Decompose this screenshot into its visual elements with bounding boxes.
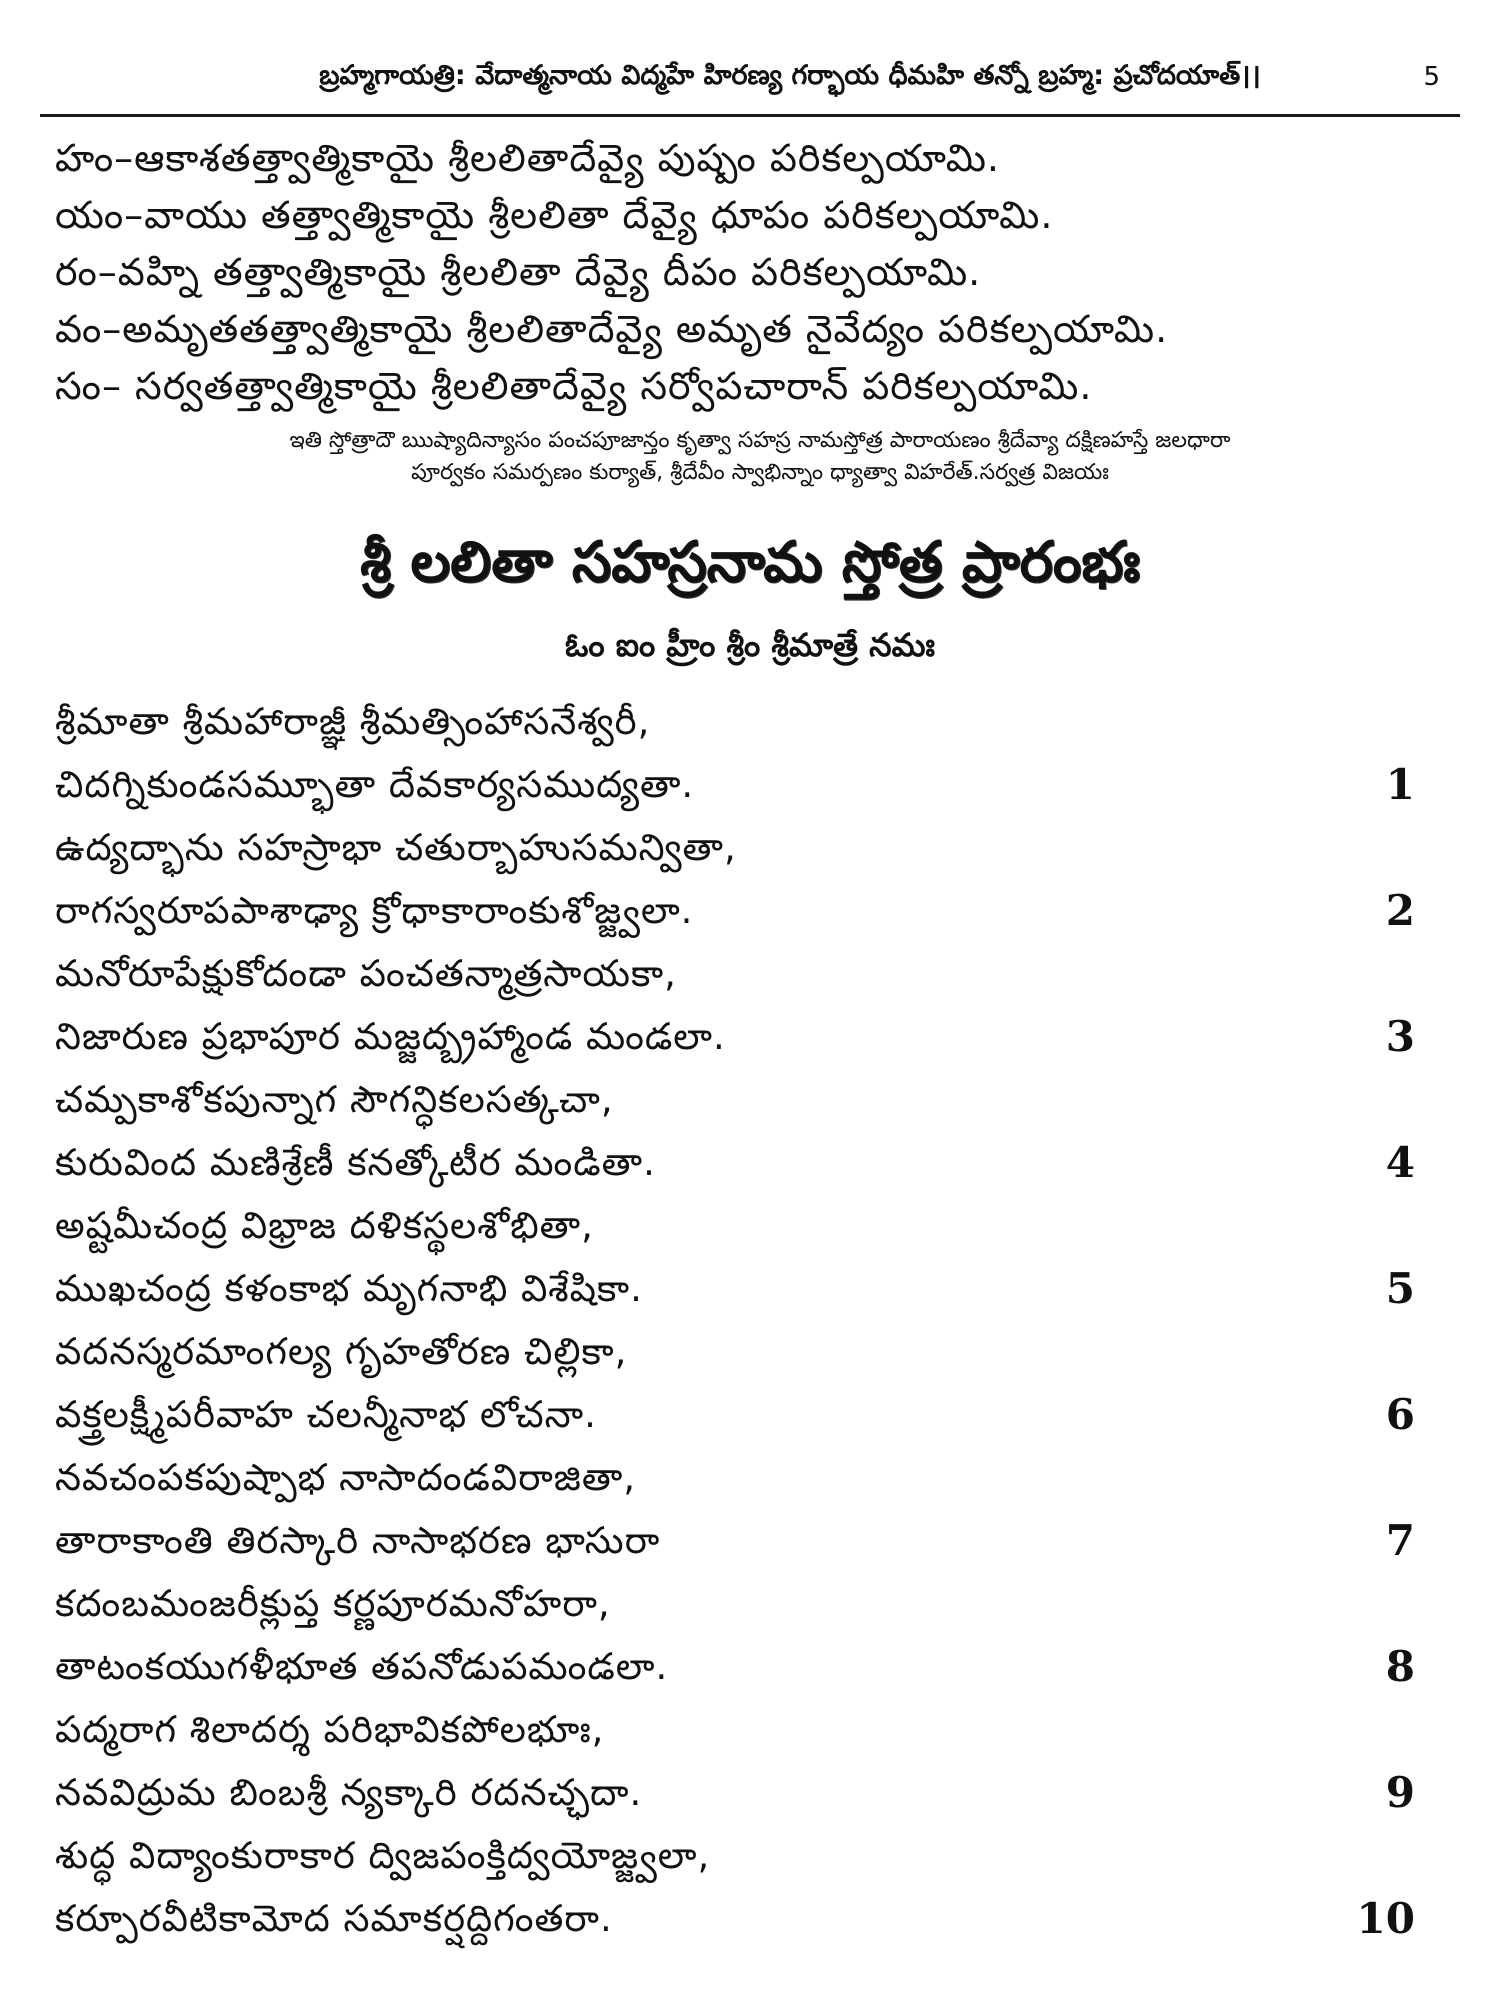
- verse-line-2: రాగస్వరూపపాశాఢ్యా క్రోధాకారాంకుశోజ్జ్వలా.: [55, 889, 694, 932]
- verse-line-1: శుద్ధ విద్యాంకురాకార ద్విజపంక్తిద్వయోజ్జ్వలా,: [55, 1834, 711, 1877]
- verse-line-2: కురువింద మణిశ్రేణీ కనత్కోటీర మండితా.: [55, 1141, 656, 1184]
- page-header: [40, 52, 1460, 117]
- note-line: ఇతి స్తోత్రాదౌ ఋష్యాదిన్యాసం పంచపూజాన్తం కృత్వా సహస్ర నామస్తోత్ర పారాయణం శ్రీదేవ్యా దక్షిణహస్తే జలధారా: [289, 428, 1231, 453]
- instruction-note: [70, 425, 1450, 489]
- verse-line-2: తారాకాంతి తిరస్కారి నాసాభరణ భాసురా: [55, 1519, 661, 1562]
- verse-line-1: మనోరూపేక్షుకోదండా పంచతన్మాత్రసాయకా,: [55, 952, 677, 995]
- verse-line-1: ఉద్యద్భాను సహస్రాభా చతుర్బాహుసమన్వితా,: [55, 826, 737, 869]
- verse-number: 8: [1385, 1642, 1415, 1691]
- section-title: శ్రీ లలితా సహస్రనామ స్తోత్ర ప్రారంభః: [360, 530, 1140, 595]
- nyasa-line: హం–ఆకాశతత్త్వాత్మికాయై శ్రీలలితాదేవ్యై పుష్పం పరికల్పయామి.: [55, 136, 1000, 180]
- verse-number: 2: [1385, 886, 1415, 935]
- verse-block: [55, 1194, 1415, 1320]
- verse-number: 9: [1385, 1768, 1415, 1817]
- verse-block: [55, 1824, 1415, 1950]
- verse-line-1: చమ్పకాశోకపున్నాగ సౌగన్ధికలసత్కచా,: [55, 1078, 614, 1121]
- verse-line-1: పద్మరాగ శిలాదర్శ పరిభావికపోలభూః,: [55, 1708, 605, 1751]
- verse-number: 1: [1385, 760, 1415, 809]
- note-line: పూర్వకం సమర్పణం కుర్యాత్, శ్రీదేవీం స్వాభిన్నాం ధ్యాత్వా విహరేత్.సర్వత్ర విజయః: [411, 460, 1109, 485]
- verse-block: [55, 1068, 1415, 1194]
- verse-line-2: తాటంకయుగళీభూత తపనోడుపమండలా.: [55, 1645, 669, 1688]
- verse-number: 5: [1385, 1264, 1415, 1313]
- verse-number: 3: [1385, 1012, 1415, 1061]
- verse-block: [55, 1698, 1415, 1824]
- nyasa-line: రం–వహ్ని తత్త్వాత్మికాయై శ్రీలలితా దేవ్యై దీపం పరికల్పయామి.: [55, 250, 982, 294]
- verse-block: [55, 942, 1415, 1068]
- verse-line-2: చిదగ్నికుండసమ్భూతా దేవకార్యసముద్యతా.: [55, 763, 695, 806]
- verse-line-2: వక్త్రలక్ష్మీపరీవాహ చలన్మీనాభ లోచనా.: [55, 1393, 597, 1436]
- nyasa-section: [55, 130, 1475, 415]
- verse-number: 10: [1356, 1894, 1415, 1943]
- page-number: 5: [1423, 62, 1440, 92]
- verse-line-1: శ్రీమాతా శ్రీమహారాజ్ఞీ శ్రీమత్సింహాసనేశ్వరీ,: [55, 700, 651, 743]
- invocation-line: ఓం ఐం హ్రీం శ్రీం శ్రీమాత్రే నమః: [565, 626, 935, 664]
- header-mantra: బ్రహ్మగాయత్రి: వేదాత్మనాయ విద్మహే హిరణ్య గర్భాయ ధీమహి తన్నో బ్రహ్మ: ప్రచోదయాత్।।: [319, 60, 1261, 91]
- verse-line-1: అష్టమీచంద్ర విభ్రాజ దళికస్థలశోభితా,: [55, 1204, 594, 1247]
- verse-line-2: కర్పూరవీటికామోద సమాకర్షద్దిగంతరా.: [55, 1897, 613, 1940]
- verse-number: 6: [1385, 1390, 1415, 1439]
- verse-line-2: నిజారుణ ప్రభాపూర మజ్జద్బ్రహ్మాండ మండలా.: [55, 1015, 726, 1058]
- nyasa-line: వం–అమృతతత్త్వాత్మికాయై శ్రీలలితాదేవ్యై అమృత నైవేద్యం పరికల్పయామి.: [55, 307, 1169, 351]
- nyasa-line: యం–వాయు తత్త్వాత్మికాయై శ్రీలలితా దేవ్యై ధూపం పరికల్పయామి.: [55, 193, 1054, 237]
- verse-block: [55, 690, 1415, 816]
- verse-block: [55, 816, 1415, 942]
- verse-number: 7: [1385, 1516, 1415, 1565]
- verse-number: 4: [1385, 1138, 1415, 1187]
- verse-list: [55, 690, 1415, 1950]
- nyasa-line: సం– సర్వతత్త్వాత్మికాయై శ్రీలలితాదేవ్యై సర్వోపచారాన్ పరికల్పయామి.: [55, 364, 1093, 408]
- verse-line-2: నవవిద్రుమ బింబశ్రీ న్యక్కారి రదనచ్ఛదా.: [55, 1771, 643, 1814]
- verse-block: [55, 1572, 1415, 1698]
- verse-line-1: నవచంపకపుష్పాభ నాసాదండవిరాజితా,: [55, 1456, 637, 1499]
- verse-line-1: వదనస్మరమాంగల్య గృహతోరణ చిల్లికా,: [55, 1330, 628, 1373]
- verse-line-1: కదంబమంజరీక్లుప్త కర్ణపూరమనోహరా,: [55, 1582, 611, 1625]
- verse-line-2: ముఖచంద్ర కళంకాభ మృగనాభి విశేషికా.: [55, 1267, 643, 1310]
- verse-block: [55, 1320, 1415, 1446]
- verse-block: [55, 1446, 1415, 1572]
